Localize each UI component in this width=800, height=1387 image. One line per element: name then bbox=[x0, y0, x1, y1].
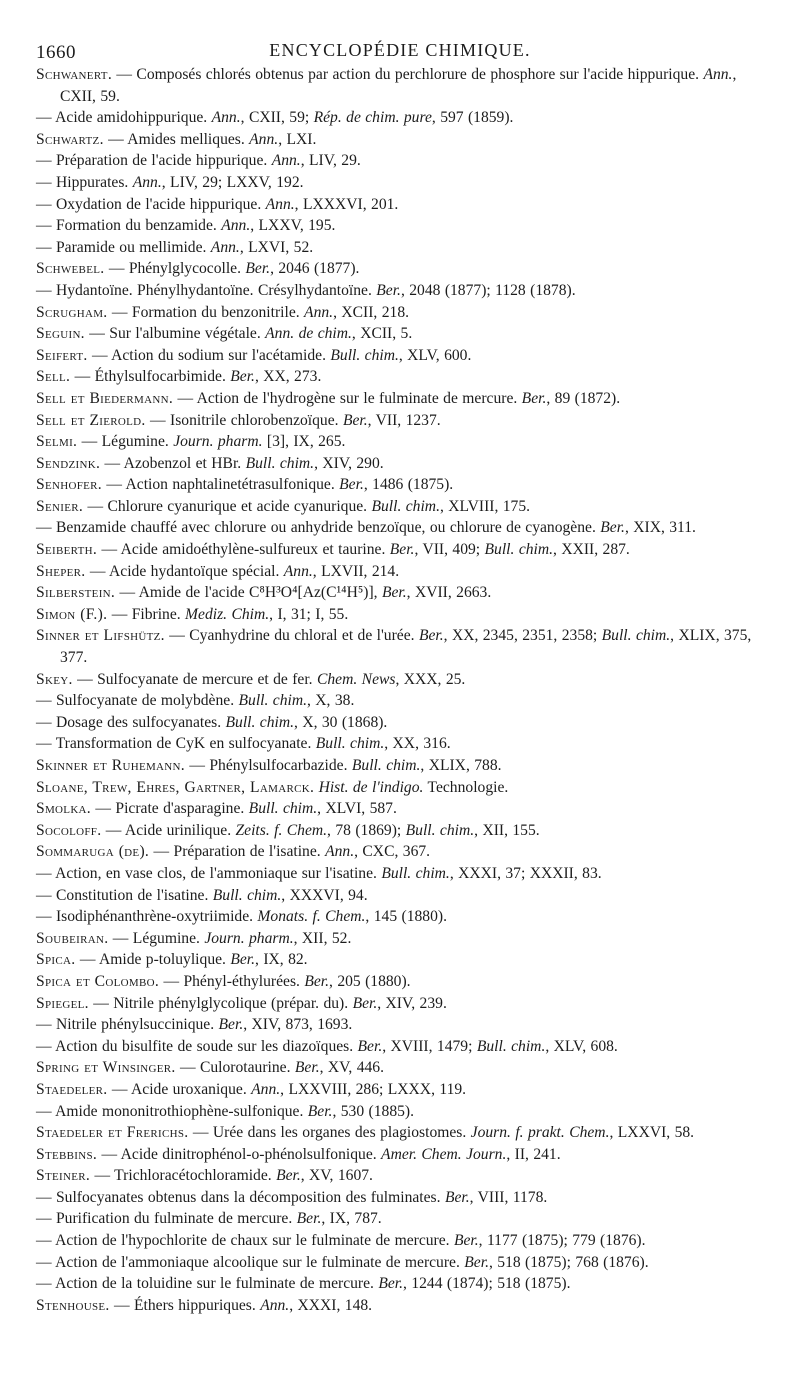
entry-title: — Légumine. bbox=[108, 929, 205, 947]
entry-author: Staedeler. bbox=[36, 1080, 108, 1098]
bibliography-entry bbox=[36, 1057, 764, 1079]
entry-source: Ber. bbox=[453, 1232, 479, 1250]
entry-author: Seifert. bbox=[36, 346, 88, 364]
bibliography-entry bbox=[36, 1036, 764, 1058]
entry-source: Ber. bbox=[245, 260, 271, 278]
bibliography-entry bbox=[36, 496, 764, 518]
bibliography-entry bbox=[36, 1295, 764, 1317]
bibliography-entry bbox=[36, 1165, 764, 1187]
entry-reference: , 530 (1885). bbox=[332, 1102, 415, 1120]
entry-title: — Hippurates. bbox=[36, 173, 133, 191]
entry-title: — Isonitrile chlorobenzoïque. bbox=[145, 411, 343, 429]
entry-title: — Amide p-toluylique. bbox=[75, 951, 231, 969]
entry-author: Sendzink. bbox=[36, 454, 101, 472]
entry-reference: , XIV, 873, 1693. bbox=[243, 1016, 353, 1034]
bibliography-entry bbox=[36, 474, 764, 496]
entry-title: — Sulfocyanate de mercure et de fer. bbox=[72, 670, 317, 688]
entry-author: Spiegel. bbox=[36, 994, 89, 1012]
entry-source: Ber. bbox=[600, 519, 625, 537]
page-number: 1660 bbox=[36, 42, 76, 63]
entry-source: Journ. pharm. bbox=[173, 433, 263, 451]
bibliography-entry bbox=[36, 194, 764, 216]
entry-author: Scrugham. bbox=[36, 303, 108, 321]
bibliography-entry bbox=[36, 1187, 764, 1209]
entry-source: Chem. News bbox=[316, 670, 396, 688]
entry-source: Bull. chim. bbox=[381, 864, 450, 882]
entry-reference: , X, 30 (1868). bbox=[294, 713, 388, 731]
entry-source: Ber. bbox=[352, 994, 378, 1012]
entry-author: Schwebel. bbox=[36, 260, 105, 278]
entry-source: Ber. bbox=[230, 368, 255, 386]
entry-reference: , XII, 52. bbox=[293, 929, 352, 947]
bibliography-entry bbox=[36, 345, 764, 367]
entry-title: — Culorotaurine. bbox=[175, 1059, 295, 1077]
entry-reference: , XX, 316. bbox=[384, 735, 451, 753]
entry-reference: , CXII, 59. bbox=[60, 66, 737, 105]
entry-source: Ann. bbox=[132, 173, 162, 191]
entry-reference: , XCII, 218. bbox=[333, 303, 410, 321]
entry-reference: , 1486 (1875). bbox=[363, 476, 454, 494]
entry-title: — Action du bisulfite de soude sur les diazoïques. bbox=[36, 1037, 358, 1055]
entry-reference: , LXXXVI, 201. bbox=[294, 195, 399, 213]
entry-reference-secondary: , XII, 155. bbox=[474, 821, 540, 839]
bibliography-entry bbox=[36, 1230, 764, 1252]
entry-source: Ber. bbox=[444, 1188, 470, 1206]
entry-author: Sell et Biedermann. bbox=[36, 389, 174, 407]
entry-title: — Action de l'hydrogène sur le fulminate de mercure. bbox=[173, 389, 522, 407]
bibliography-entry bbox=[36, 1014, 764, 1036]
bibliography-entry bbox=[36, 129, 764, 151]
entry-reference: , XVIII, 1479; bbox=[382, 1037, 477, 1055]
entry-reference: , VIII, 1178. bbox=[469, 1188, 548, 1206]
bibliography-entry bbox=[36, 733, 764, 755]
entry-title: — Acide hydantoïque spécial. bbox=[85, 562, 284, 580]
entry-title: — Phényl-éthylurées. bbox=[159, 972, 305, 990]
entry-source: Bull. chim. bbox=[225, 713, 295, 731]
entry-reference: , LXXVIII, 286; LXXX, 119. bbox=[280, 1080, 467, 1098]
bibliography-entry bbox=[36, 64, 764, 107]
entry-reference: , XXXI, 148. bbox=[289, 1296, 373, 1314]
entry-source: Ann. bbox=[304, 303, 334, 321]
bibliography-entry bbox=[36, 280, 764, 302]
bibliography-entry bbox=[36, 1101, 764, 1123]
entry-author: Sommaruga (de). bbox=[36, 843, 150, 861]
entry-title: — Phénylglycocolle. bbox=[104, 260, 246, 278]
entry-author: Skinner et Ruhemann. bbox=[36, 757, 185, 774]
entry-reference: [3], IX, 265. bbox=[262, 433, 346, 451]
entry-title: — Action naphtalinetétrasulfonique. bbox=[102, 476, 340, 494]
entry-source: Ann. bbox=[251, 1080, 281, 1098]
bibliography-entry bbox=[36, 906, 764, 928]
entry-reference: , XXXVI, 94. bbox=[281, 886, 368, 904]
entry-reference: , IX, 787. bbox=[321, 1210, 382, 1228]
entry-source: Amer. Chem. Journ. bbox=[381, 1145, 507, 1163]
entry-reference: , XLVI, 587. bbox=[317, 800, 397, 818]
entry-reference-secondary: , XXII, 287. bbox=[553, 541, 630, 559]
entry-source: Ber. bbox=[294, 1059, 320, 1077]
entry-source-secondary: Bull. chim. bbox=[476, 1037, 546, 1055]
entry-author: Schwartz. bbox=[36, 130, 104, 148]
entry-title: — Purification du fulminate de mercure. bbox=[36, 1210, 297, 1228]
entry-source: Bull. chim. bbox=[212, 886, 282, 904]
entry-source: Bull. chim. bbox=[371, 497, 440, 515]
entry-author: Simon (F.). bbox=[36, 605, 108, 623]
bibliography-list bbox=[36, 64, 764, 1316]
entry-source: Ann. bbox=[283, 562, 313, 580]
entry-title: — Nitrile phénylsuccinique. bbox=[36, 1016, 219, 1034]
entry-source: Ann. bbox=[703, 66, 733, 83]
entry-source: Ber. bbox=[357, 1037, 383, 1055]
entry-reference-secondary: , XLIX, 375, 377. bbox=[60, 627, 752, 667]
entry-source: Ber. bbox=[218, 1016, 244, 1034]
bibliography-entry bbox=[36, 237, 764, 259]
entry-source: Ber. bbox=[296, 1210, 322, 1228]
entry-title: — Oxydation de l'acide hippurique. bbox=[36, 195, 266, 213]
entry-reference: , XV, 446. bbox=[319, 1059, 384, 1077]
entry-source: Ann. bbox=[325, 843, 355, 861]
bibliography-entry bbox=[36, 539, 764, 561]
entry-reference: , XIX, 311. bbox=[624, 519, 696, 537]
entry-title: — Azobenzol et HBr. bbox=[100, 454, 246, 472]
entry-title: — Fibrine. bbox=[107, 605, 186, 623]
entry-source: Ber. bbox=[464, 1253, 489, 1271]
entry-author: Staedeler et Frerichs. bbox=[36, 1124, 189, 1142]
bibliography-entry bbox=[36, 712, 764, 734]
entry-title: — Benzamide chauffé avec chlorure ou anhydride benzoïque, ou chlorure de cyanogène. bbox=[36, 519, 601, 537]
entry-source: Bull. chim. bbox=[238, 692, 307, 710]
bibliography-entry bbox=[36, 949, 764, 971]
entry-reference: , XXX, 25. bbox=[395, 670, 466, 688]
entry-reference: , XIV, 290. bbox=[314, 454, 384, 472]
entry-reference: , VII, 409; bbox=[414, 541, 485, 559]
entry-reference: , XCII, 5. bbox=[351, 325, 413, 343]
entry-reference: , 78 (1869); bbox=[327, 821, 406, 839]
bibliography-entry bbox=[36, 604, 764, 626]
entry-title: — Amides melliques. bbox=[103, 130, 250, 148]
bibliography-entry bbox=[36, 1208, 764, 1230]
entry-title: — Transformation de CyK en sulfocyanate. bbox=[36, 735, 316, 753]
entry-source: Ann. bbox=[211, 109, 241, 127]
entry-title: — Préparation de l'acide hippurique. bbox=[36, 152, 272, 170]
entry-title: — Chlorure cyanurique et acide cyanurique. bbox=[83, 497, 372, 515]
entry-reference: , LIV, 29. bbox=[300, 152, 361, 170]
entry-reference: , 2048 (1877); 1128 (1878). bbox=[400, 281, 576, 299]
entry-reference: , LIV, 29; LXXV, 192. bbox=[161, 173, 304, 191]
entry-title: — Amide de l'acide C⁸H³O⁴[Az(C¹⁴H⁵)], bbox=[115, 584, 382, 602]
bibliography-entry bbox=[36, 1252, 764, 1274]
entry-reference: , X, 38. bbox=[307, 692, 355, 710]
entry-reference: , XVII, 2663. bbox=[406, 584, 492, 602]
entry-source-secondary: Bull. chim. bbox=[405, 821, 475, 839]
bibliography-entry bbox=[36, 302, 764, 324]
entry-reference: , II, 241. bbox=[506, 1145, 561, 1163]
bibliography-entry bbox=[36, 388, 764, 410]
entry-title: — Urée dans les organes des plagiostomes. bbox=[188, 1124, 471, 1142]
bibliography-entry bbox=[36, 107, 764, 129]
entry-title: — Trichloracétochloramide. bbox=[90, 1167, 277, 1185]
entry-source: Hist. de l'indigo. bbox=[318, 778, 424, 796]
bibliography-entry bbox=[36, 863, 764, 885]
bibliography-entry bbox=[36, 1079, 764, 1101]
entry-author: Sinner et Lifshütz. bbox=[36, 627, 165, 645]
entry-source: Ber. bbox=[342, 411, 368, 429]
entry-author: Senier. bbox=[36, 497, 84, 515]
entry-author: Spica et Colombo. bbox=[36, 972, 160, 990]
entry-author: Spring et Winsinger. bbox=[36, 1059, 176, 1077]
entry-source: Bull. chim. bbox=[351, 757, 421, 774]
entry-title: — Cyanhydrine du chloral et de l'urée. bbox=[164, 627, 419, 645]
bibliography-entry bbox=[36, 150, 764, 172]
entry-source: Ann. bbox=[260, 1296, 290, 1314]
entry-author: Steiner. bbox=[36, 1167, 91, 1185]
entry-author: Sell. bbox=[36, 368, 71, 386]
entry-source: Ann. de chim. bbox=[265, 325, 352, 343]
entry-reference: , I, 31; I, 55. bbox=[269, 605, 349, 623]
entry-author: Spica. bbox=[36, 951, 76, 969]
entry-title: — Action, en vase clos, de l'ammoniaque sur l'isatine. bbox=[36, 864, 382, 882]
entry-reference: , 89 (1872). bbox=[546, 389, 621, 407]
entry-title: — Légumine. bbox=[77, 433, 174, 451]
entry-author: Soubeiran. bbox=[36, 929, 109, 947]
entry-title: — Picrate d'asparagine. bbox=[91, 800, 249, 818]
entry-author: Silberstein. bbox=[36, 584, 116, 602]
entry-reference: , CXC, 367. bbox=[354, 843, 431, 861]
entry-title: — Action de la toluidine sur le fulminate de mercure. bbox=[36, 1275, 379, 1293]
entry-author: Schwanert. bbox=[36, 66, 113, 83]
bibliography-entry bbox=[36, 798, 764, 820]
entry-source: Ann. bbox=[210, 238, 240, 256]
entry-title: — Acide dinitrophénol-o-phénolsulfonique. bbox=[97, 1145, 382, 1163]
entry-title: — Éthers hippuriques. bbox=[109, 1296, 261, 1314]
entry-source: Ber. bbox=[418, 627, 444, 645]
entry-reference: , VII, 1237. bbox=[367, 411, 441, 429]
entry-reference: , 2046 (1877). bbox=[270, 260, 360, 278]
entry-reference: , XIV, 239. bbox=[377, 994, 447, 1012]
bibliography-entry bbox=[36, 1122, 764, 1144]
entry-author: Socoloff. bbox=[36, 821, 102, 839]
entry-title: — Préparation de l'isatine. bbox=[149, 843, 326, 861]
running-head: ENCYCLOPÉDIE CHIMIQUE. bbox=[269, 40, 531, 60]
bibliography-entry bbox=[36, 971, 764, 993]
entry-reference: , 518 (1875); 768 (1876). bbox=[488, 1253, 649, 1271]
bibliography-entry bbox=[36, 258, 764, 280]
entry-title: — Action du sodium sur l'acétamide. bbox=[87, 346, 331, 364]
entry-author: Sell et Zierold. bbox=[36, 411, 146, 429]
entry-reference: , LXVI, 52. bbox=[239, 238, 314, 256]
entry-source: Ann. bbox=[265, 195, 295, 213]
entry-source: Ber. bbox=[339, 476, 364, 494]
entry-title: — Nitrile phénylglycolique (prépar. du). bbox=[88, 994, 353, 1012]
entry-source: Ber. bbox=[307, 1102, 333, 1120]
entry-title: — Sur l'albumine végétale. bbox=[84, 325, 266, 343]
entry-title: — Phénylsulfocarbazide. bbox=[184, 757, 352, 774]
entry-author: Stebbins. bbox=[36, 1145, 98, 1163]
entry-title: — Sulfocyanates obtenus dans la décomposition des fulminates. bbox=[36, 1188, 445, 1206]
bibliography-entry bbox=[36, 928, 764, 950]
entry-author: Smolka. bbox=[36, 800, 92, 818]
entry-reference-secondary: , XLV, 608. bbox=[545, 1037, 618, 1055]
entry-reference: , LXXVI, 58. bbox=[609, 1124, 695, 1142]
entry-source: Ber. bbox=[230, 951, 256, 969]
entry-author: Stenhouse. bbox=[36, 1296, 110, 1314]
bibliography-entry bbox=[36, 410, 764, 432]
entry-reference: , XLV, 600. bbox=[398, 346, 472, 364]
entry-reference: , LXI. bbox=[278, 130, 317, 148]
entry-reference: , XLIX, 788. bbox=[420, 757, 502, 774]
entry-title: — Acide urinilique. bbox=[101, 821, 236, 839]
entry-source-secondary: Bull. chim. bbox=[484, 541, 554, 559]
entry-source: Journ. pharm. bbox=[204, 929, 294, 947]
entry-title: — Action de l'hypochlorite de chaux sur le fulminate de mercure. bbox=[36, 1232, 454, 1250]
bibliography-entry bbox=[36, 561, 764, 583]
entry-title: — Dosage des sulfocyanates. bbox=[36, 713, 226, 731]
bibliography-entry bbox=[36, 366, 764, 388]
entry-reference: , LXXV, 195. bbox=[250, 217, 336, 235]
entry-reference: , LXVII, 214. bbox=[312, 562, 400, 580]
entry-source: Ber. bbox=[378, 1275, 404, 1293]
bibliography-entry bbox=[36, 885, 764, 907]
entry-reference: , 1244 (1874); 518 (1875). bbox=[403, 1275, 571, 1293]
entry-source-secondary: Bull. chim. bbox=[601, 627, 671, 645]
entry-reference: , 145 (1880). bbox=[365, 908, 447, 926]
entry-source: Bull. chim. bbox=[248, 800, 318, 818]
entry-title: — Composés chlorés obtenus par action du perchlorure de phosphore sur l'acide hippurique. bbox=[112, 66, 704, 83]
entry-author: Sloane, Trew, Ehres, Gartner, Lamarck. bbox=[36, 778, 315, 796]
entry-reference: , XX, 2345, 2351, 2358; bbox=[443, 627, 602, 645]
entry-author: Selmi. bbox=[36, 433, 78, 451]
entry-source: Journ. f. prakt. Chem. bbox=[470, 1124, 610, 1142]
entry-source: Mediz. Chim. bbox=[185, 605, 270, 623]
bibliography-entry bbox=[36, 431, 764, 453]
entry-source: Ber. bbox=[276, 1167, 301, 1185]
entry-source: Bull. chim. bbox=[315, 735, 385, 753]
entry-title: — Amide mononitrothiophène-sulfonique. bbox=[36, 1102, 308, 1120]
entry-source: Bull. chim. bbox=[245, 454, 315, 472]
entry-title: — Isodiphénanthrène-oxytriimide. bbox=[36, 908, 258, 926]
entry-author: Skey. bbox=[36, 670, 73, 688]
entry-title: — Action de l'ammoniaque alcoolique sur le fulminate de mercure. bbox=[36, 1253, 465, 1271]
entry-reference: , 1177 (1875); 779 (1876). bbox=[478, 1232, 646, 1250]
entry-title: — Acide amidohippurique. bbox=[36, 109, 212, 127]
bibliography-entry bbox=[36, 755, 764, 777]
bibliography-entry bbox=[36, 993, 764, 1015]
entry-source: Bull. chim. bbox=[330, 346, 399, 364]
entry-source: Ber. bbox=[304, 972, 330, 990]
entry-source: Ann. bbox=[249, 130, 279, 148]
entry-title: — Éthylsulfocarbimide. bbox=[70, 368, 231, 386]
entry-reference-secondary: , 597 (1859). bbox=[431, 109, 514, 127]
entry-author: Sheper. bbox=[36, 562, 86, 580]
entry-reference: , XX, 273. bbox=[254, 368, 322, 386]
entry-author: Seguin. bbox=[36, 325, 85, 343]
bibliography-entry bbox=[36, 1144, 764, 1166]
page-header bbox=[36, 0, 764, 64]
entry-source: Zeits. f. Chem. bbox=[235, 821, 328, 839]
entry-title: — Acide amidoéthylène-sulfureux et taurine. bbox=[97, 541, 390, 559]
entry-title: — Constitution de l'isatine. bbox=[36, 886, 213, 904]
bibliography-entry bbox=[36, 841, 764, 863]
bibliography-entry bbox=[36, 1273, 764, 1295]
entry-author: Seiberth. bbox=[36, 541, 98, 559]
entry-source: Ber. bbox=[521, 389, 547, 407]
bibliography-entry bbox=[36, 517, 764, 539]
entry-reference: , XV, 1607. bbox=[300, 1167, 373, 1185]
bibliography-entry bbox=[36, 582, 764, 604]
bibliography-entry bbox=[36, 625, 764, 668]
entry-title: — Hydantoïne. Phénylhydantoïne. Crésylhydantoïne. bbox=[36, 281, 377, 299]
bibliography-entry bbox=[36, 669, 764, 691]
entry-source: Ann. bbox=[271, 152, 301, 170]
bibliography-entry bbox=[36, 453, 764, 475]
entry-source: Ber. bbox=[381, 584, 407, 602]
entry-title: — Paramide ou mellimide. bbox=[36, 238, 211, 256]
entry-title: — Sulfocyanate de molybdène. bbox=[36, 692, 239, 710]
entry-reference: Technologie. bbox=[423, 778, 509, 796]
entry-source-secondary: Rép. de chim. pure bbox=[313, 109, 432, 127]
entry-reference: , XLVIII, 175. bbox=[439, 497, 531, 515]
bibliography-entry bbox=[36, 215, 764, 237]
entry-title: — Acide uroxanique. bbox=[107, 1080, 252, 1098]
entry-title: — Formation du benzamide. bbox=[36, 217, 222, 235]
entry-reference: , XXXI, 37; XXXII, 83. bbox=[449, 864, 602, 882]
entry-source: Ber. bbox=[376, 281, 401, 299]
entry-reference: , 205 (1880). bbox=[329, 972, 411, 990]
bibliography-entry bbox=[36, 820, 764, 842]
entry-author: Senhofer. bbox=[36, 476, 102, 494]
entry-source: Monats. f. Chem. bbox=[257, 908, 366, 926]
entry-source: Ann. bbox=[221, 217, 251, 235]
bibliography-entry bbox=[36, 323, 764, 345]
bibliography-entry bbox=[36, 777, 764, 799]
entry-title: — Formation du benzonitrile. bbox=[107, 303, 305, 321]
entry-source: Ber. bbox=[389, 541, 415, 559]
bibliography-entry bbox=[36, 172, 764, 194]
bibliography-entry bbox=[36, 690, 764, 712]
entry-reference: , IX, 82. bbox=[255, 951, 308, 969]
entry-reference: , CXII, 59; bbox=[240, 109, 314, 127]
